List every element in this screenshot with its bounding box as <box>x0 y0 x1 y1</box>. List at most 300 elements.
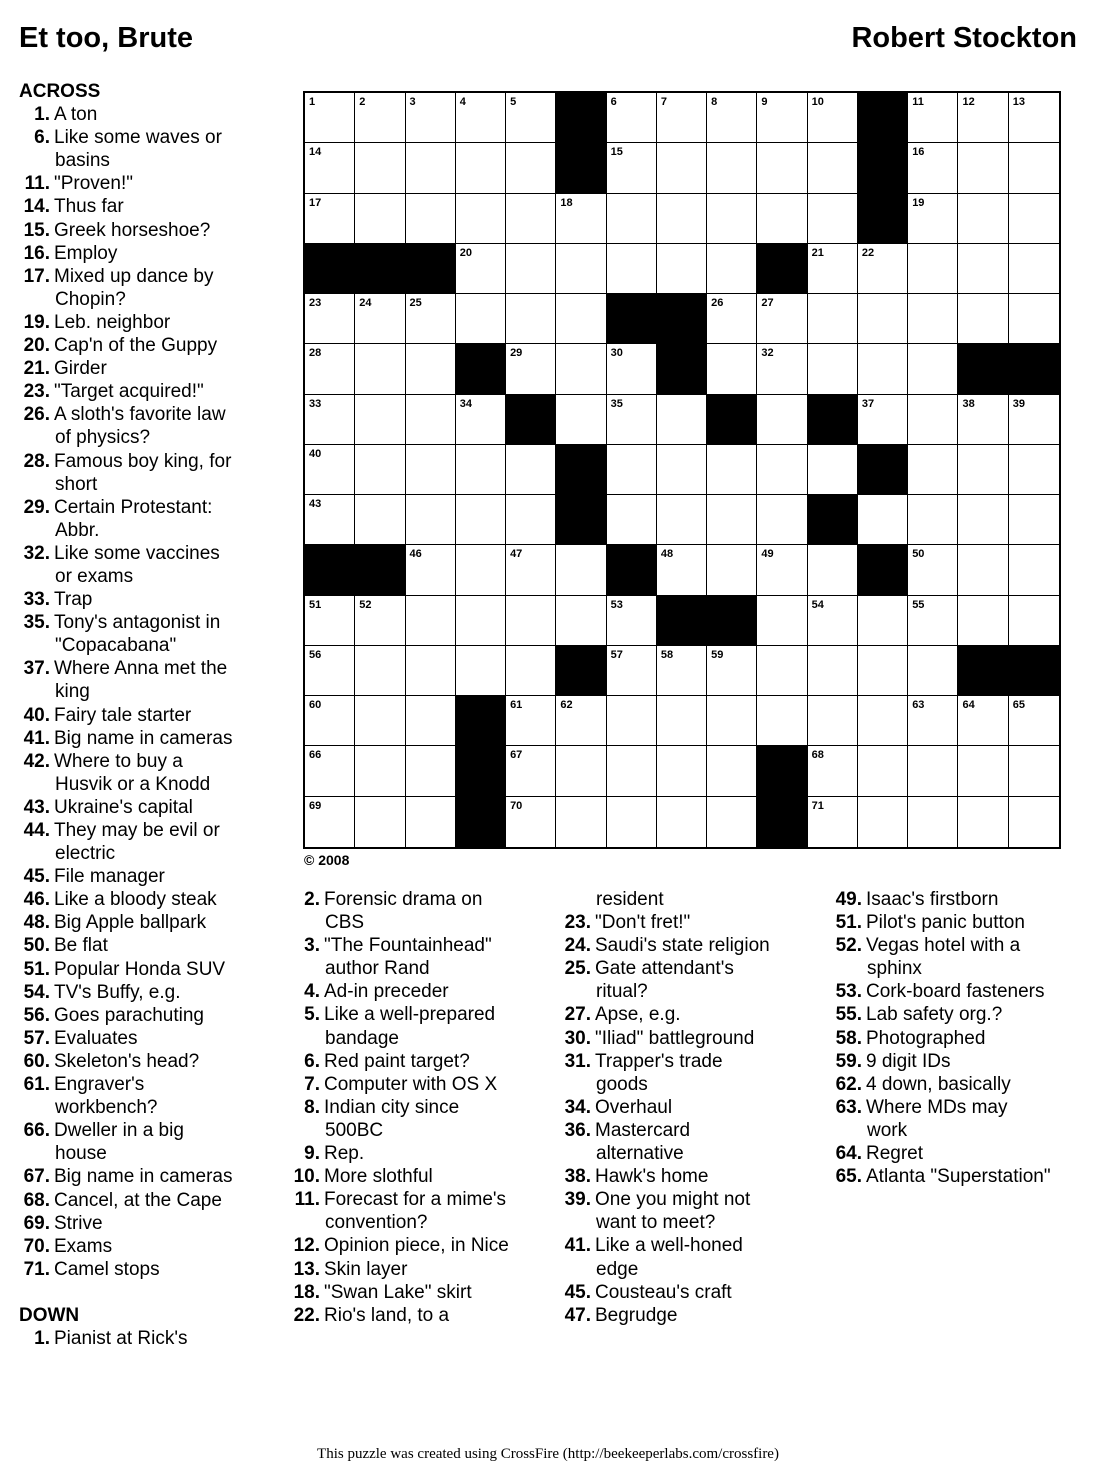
clue-continuation <box>270 911 550 934</box>
grid-cell[interactable] <box>908 344 958 394</box>
grid-cell-block <box>858 545 908 595</box>
clue-number: 58. <box>835 1027 862 1049</box>
crossword-grid <box>303 91 1061 849</box>
clue-text: Vegas hotel with a <box>866 935 1021 957</box>
grid-cell[interactable] <box>858 646 908 696</box>
clue-item <box>0 727 270 750</box>
grid-cell[interactable] <box>506 445 556 495</box>
grid-cell[interactable] <box>355 395 405 445</box>
grid-cell[interactable] <box>406 495 456 545</box>
grid-cell[interactable] <box>305 495 355 545</box>
grid-cell[interactable] <box>858 294 908 344</box>
grid-cell-block <box>556 143 606 193</box>
grid-cell[interactable] <box>556 746 606 796</box>
clue-item <box>0 1050 270 1073</box>
grid-cell[interactable] <box>707 244 757 294</box>
clue-number: 62. <box>835 1073 862 1095</box>
grid-cell[interactable] <box>607 646 657 696</box>
cell-number: 60 <box>309 699 322 712</box>
clue-text: One you might not <box>595 1189 751 1211</box>
grid-cell[interactable] <box>506 194 556 244</box>
cell-number: 15 <box>610 146 623 159</box>
grid-cell[interactable] <box>406 445 456 495</box>
grid-cell[interactable] <box>556 294 606 344</box>
grid-cell[interactable] <box>456 194 506 244</box>
clue-text: edge <box>596 1258 639 1280</box>
clue-text: Overhaul <box>595 1096 673 1118</box>
grid-cell[interactable] <box>707 344 757 394</box>
clue-text: Big Apple ballpark <box>54 912 207 934</box>
clue-number: 46. <box>23 889 50 911</box>
grid-cell[interactable] <box>355 495 405 545</box>
cell-number: 10 <box>811 96 824 108</box>
grid-cell[interactable] <box>456 646 506 696</box>
grid-cell[interactable] <box>958 545 1008 595</box>
clue-text: Opinion piece, in Nice <box>324 1235 509 1257</box>
grid-cell[interactable] <box>406 596 456 646</box>
grid-cell[interactable] <box>556 395 606 445</box>
grid-cell[interactable] <box>607 596 657 646</box>
clue-text: Mastercard <box>595 1119 691 1141</box>
clue-number: 69. <box>23 1212 50 1234</box>
cell-number: 20 <box>459 246 473 259</box>
grid-cell[interactable] <box>355 596 405 646</box>
clue-item <box>812 980 1092 1003</box>
grid-cell[interactable] <box>757 596 807 646</box>
clue-text: convention? <box>325 1212 428 1234</box>
grid-cell[interactable] <box>506 143 556 193</box>
grid-cell[interactable] <box>1009 294 1059 344</box>
clue-item <box>270 1304 550 1327</box>
grid-cell[interactable] <box>305 143 355 193</box>
grid-cell[interactable] <box>707 495 757 545</box>
grid-cell[interactable] <box>908 495 958 545</box>
clue-item <box>0 1258 270 1281</box>
clue-item <box>812 1142 1092 1165</box>
clue-item <box>0 242 270 265</box>
grid-cell[interactable] <box>808 244 858 294</box>
grid-cell[interactable] <box>657 646 707 696</box>
grid-cell[interactable] <box>506 797 556 847</box>
clue-continuation <box>270 1027 550 1050</box>
grid-cell[interactable] <box>858 797 908 847</box>
clue-item <box>270 1096 550 1119</box>
grid-cell[interactable] <box>456 545 506 595</box>
grid-cell[interactable] <box>908 696 958 746</box>
grid-cell[interactable] <box>355 294 405 344</box>
grid-cell[interactable] <box>305 746 355 796</box>
clue-number: 41. <box>23 727 50 749</box>
grid-cell[interactable] <box>607 696 657 746</box>
grid-cell[interactable] <box>707 194 757 244</box>
grid-cell[interactable] <box>958 395 1008 445</box>
grid-cell[interactable] <box>808 596 858 646</box>
grid-cell[interactable] <box>657 746 707 796</box>
clue-item <box>0 380 270 403</box>
grid-cell[interactable] <box>355 797 405 847</box>
grid-cell[interactable] <box>808 696 858 746</box>
grid-cell[interactable] <box>506 696 556 746</box>
grid-cell[interactable] <box>305 93 355 143</box>
grid-cell[interactable] <box>1009 545 1059 595</box>
grid-cell[interactable] <box>305 395 355 445</box>
grid-cell[interactable] <box>305 344 355 394</box>
grid-cell[interactable] <box>757 294 807 344</box>
grid-cell[interactable] <box>456 143 506 193</box>
grid-cell[interactable] <box>556 696 606 746</box>
grid-cell[interactable] <box>607 194 657 244</box>
grid-cell[interactable] <box>808 294 858 344</box>
grid-cell[interactable] <box>355 696 405 746</box>
grid-cell[interactable] <box>406 294 456 344</box>
grid-cell[interactable] <box>707 646 757 696</box>
grid-cell[interactable] <box>707 294 757 344</box>
grid-cell[interactable] <box>305 194 355 244</box>
grid-cell[interactable] <box>707 746 757 796</box>
grid-cell[interactable] <box>858 696 908 746</box>
grid-cell[interactable] <box>757 143 807 193</box>
cell-number: 18 <box>560 196 573 209</box>
grid-cell[interactable] <box>1009 696 1059 746</box>
clue-number: 60. <box>23 1050 50 1072</box>
grid-cell[interactable] <box>355 194 405 244</box>
grid-cell[interactable] <box>808 93 858 143</box>
grid-cell[interactable] <box>958 596 1008 646</box>
grid-cell[interactable] <box>607 93 657 143</box>
grid-cell-block <box>355 244 405 294</box>
grid-cell[interactable] <box>808 445 858 495</box>
grid-cell-block <box>958 344 1008 394</box>
clue-text: Cork-board fasteners <box>866 981 1045 1003</box>
clue-item <box>0 934 270 957</box>
clue-text: sphinx <box>867 958 922 980</box>
grid-cell[interactable] <box>556 244 606 294</box>
clue-number: 23. <box>564 912 591 934</box>
grid-cell-block <box>305 244 355 294</box>
clue-text: basins <box>55 150 110 172</box>
grid-cell[interactable] <box>456 395 506 445</box>
grid-cell[interactable] <box>406 797 456 847</box>
clue-item <box>0 1073 270 1096</box>
grid-cell[interactable] <box>657 445 707 495</box>
grid-cell[interactable] <box>305 596 355 646</box>
clue-number: 12. <box>293 1235 320 1257</box>
grid-cell[interactable] <box>707 696 757 746</box>
grid-cell[interactable] <box>908 93 958 143</box>
grid-cell[interactable] <box>355 646 405 696</box>
grid-cell[interactable] <box>958 244 1008 294</box>
grid-cell-block <box>958 646 1008 696</box>
grid-cell[interactable] <box>456 445 506 495</box>
grid-cell-block <box>858 445 908 495</box>
grid-cell[interactable] <box>757 395 807 445</box>
cell-number: 55 <box>912 598 925 611</box>
clue-text: work <box>867 1119 908 1141</box>
grid-cell[interactable] <box>808 143 858 193</box>
cell-number: 21 <box>811 246 824 259</box>
grid-cell[interactable] <box>657 495 707 545</box>
grid-cell[interactable] <box>506 495 556 545</box>
cell-number: 4 <box>459 96 466 108</box>
grid-cell[interactable] <box>958 143 1008 193</box>
grid-cell[interactable] <box>908 143 958 193</box>
grid-cell[interactable] <box>406 696 456 746</box>
grid-cell[interactable] <box>607 244 657 294</box>
grid-cell[interactable] <box>707 797 757 847</box>
clue-text: "The Fountainhead" <box>324 935 492 957</box>
cell-number: 22 <box>861 246 875 259</box>
grid-cell[interactable] <box>657 696 707 746</box>
grid-cell[interactable] <box>355 143 405 193</box>
grid-cell[interactable] <box>1009 797 1059 847</box>
grid-cell[interactable] <box>1009 746 1059 796</box>
clue-text: ritual? <box>596 981 648 1003</box>
grid-cell[interactable] <box>908 445 958 495</box>
grid-cell[interactable] <box>355 93 405 143</box>
grid-cell[interactable] <box>305 294 355 344</box>
grid-cell[interactable] <box>556 344 606 394</box>
grid-cell[interactable] <box>808 746 858 796</box>
grid-cell[interactable] <box>707 545 757 595</box>
grid-cell[interactable] <box>1009 93 1059 143</box>
clue-continuation <box>270 1119 550 1142</box>
puzzle-author: Robert Stockton <box>851 22 1077 54</box>
clue-item <box>0 796 270 819</box>
cell-number: 54 <box>811 598 824 611</box>
clue-continuation <box>541 1142 816 1165</box>
clue-item <box>541 1281 816 1304</box>
grid-cell[interactable] <box>757 495 807 545</box>
clue-text: CBS <box>325 912 365 934</box>
grid-cell[interactable] <box>757 545 807 595</box>
grid-cell[interactable] <box>657 545 707 595</box>
clue-number: 52. <box>835 935 862 957</box>
clue-text: Chopin? <box>55 288 126 310</box>
grid-cell[interactable] <box>607 395 657 445</box>
grid-cell[interactable] <box>607 797 657 847</box>
grid-cell[interactable] <box>908 395 958 445</box>
grid-cell[interactable] <box>707 93 757 143</box>
grid-cell[interactable] <box>757 646 807 696</box>
grid-cell[interactable] <box>858 244 908 294</box>
grid-cell[interactable] <box>958 93 1008 143</box>
clue-text: Mixed up dance by <box>54 265 214 287</box>
clue-text: Where Anna met the <box>54 658 228 680</box>
grid-cell[interactable] <box>456 244 506 294</box>
grid-cell[interactable] <box>355 445 405 495</box>
grid-cell[interactable] <box>506 596 556 646</box>
clue-text: or exams <box>55 565 134 587</box>
grid-cell[interactable] <box>858 596 908 646</box>
clue-item <box>270 1073 550 1096</box>
clue-continuation <box>0 426 270 449</box>
cell-number: 19 <box>912 196 925 209</box>
grid-cell[interactable] <box>355 746 405 796</box>
grid-cell[interactable] <box>506 344 556 394</box>
grid-cell[interactable] <box>657 244 707 294</box>
clue-number: 19. <box>23 311 50 333</box>
cell-number: 7 <box>660 96 667 108</box>
clue-item <box>541 911 816 934</box>
grid-cell[interactable] <box>506 746 556 796</box>
grid-cell[interactable] <box>958 797 1008 847</box>
grid-cell[interactable] <box>858 746 908 796</box>
clue-text: short <box>55 473 98 495</box>
cell-number: 68 <box>811 749 824 762</box>
grid-cell[interactable] <box>1009 395 1059 445</box>
cell-number: 48 <box>660 548 674 561</box>
grid-cell-block <box>456 797 506 847</box>
grid-cell[interactable] <box>1009 445 1059 495</box>
grid-cell[interactable] <box>808 646 858 696</box>
clue-text: Cancel, at the Cape <box>54 1189 222 1211</box>
grid-cell[interactable] <box>406 344 456 394</box>
grid-cell[interactable] <box>456 93 506 143</box>
clue-number: 11. <box>24 173 50 195</box>
grid-cell[interactable] <box>858 395 908 445</box>
grid-cell[interactable] <box>607 143 657 193</box>
grid-cell[interactable] <box>305 445 355 495</box>
grid-cell[interactable] <box>757 696 807 746</box>
cell-number: 5 <box>510 96 517 108</box>
grid-cell[interactable] <box>556 545 606 595</box>
grid-cell[interactable] <box>958 746 1008 796</box>
grid-cell[interactable] <box>1009 596 1059 646</box>
clue-text: Popular Honda SUV <box>54 958 226 980</box>
clue-text: Abbr. <box>55 519 100 541</box>
grid-cell[interactable] <box>808 194 858 244</box>
grid-cell[interactable] <box>858 495 908 545</box>
grid-cell[interactable] <box>908 596 958 646</box>
grid-cell[interactable] <box>305 646 355 696</box>
clue-item <box>541 957 816 980</box>
clue-item <box>0 311 270 334</box>
clue-item <box>270 934 550 957</box>
grid-cell[interactable] <box>657 395 707 445</box>
grid-cell-block <box>657 294 707 344</box>
clue-text: want to meet? <box>596 1212 716 1234</box>
clue-number: 45. <box>23 866 50 888</box>
clue-item <box>0 126 270 149</box>
grid-cell[interactable] <box>757 445 807 495</box>
grid-cell[interactable] <box>406 93 456 143</box>
grid-cell[interactable] <box>707 445 757 495</box>
grid-cell[interactable] <box>556 194 606 244</box>
grid-cell[interactable] <box>808 797 858 847</box>
grid-cell[interactable] <box>657 143 707 193</box>
grid-cell[interactable] <box>958 696 1008 746</box>
grid-cell[interactable] <box>858 344 908 394</box>
grid-cell[interactable] <box>456 294 506 344</box>
grid-cell[interactable] <box>1009 143 1059 193</box>
grid-cell[interactable] <box>808 344 858 394</box>
grid-cell[interactable] <box>1009 495 1059 545</box>
grid-cell[interactable] <box>757 344 807 394</box>
grid-cell-block <box>707 596 757 646</box>
grid-cell[interactable] <box>808 545 858 595</box>
clue-text: Skeleton's head? <box>54 1050 200 1072</box>
clue-text: Like a well-honed <box>595 1235 743 1257</box>
grid-cell[interactable] <box>607 495 657 545</box>
clue-item <box>270 980 550 1003</box>
grid-cell[interactable] <box>506 545 556 595</box>
grid-cell[interactable] <box>406 395 456 445</box>
grid-cell[interactable] <box>406 646 456 696</box>
grid-cell[interactable] <box>908 545 958 595</box>
clue-item <box>270 1165 550 1188</box>
cell-number: 25 <box>409 297 422 310</box>
grid-cell[interactable] <box>607 746 657 796</box>
grid-cell[interactable] <box>958 194 1008 244</box>
clue-number: 3. <box>304 935 320 957</box>
grid-cell[interactable] <box>506 93 556 143</box>
grid-cell[interactable] <box>908 746 958 796</box>
grid-cell[interactable] <box>456 495 506 545</box>
grid-cell[interactable] <box>908 646 958 696</box>
clue-number: 29. <box>23 496 50 518</box>
clue-item <box>0 1004 270 1027</box>
grid-cell[interactable] <box>305 797 355 847</box>
grid-cell[interactable] <box>908 797 958 847</box>
clue-text: Like a bloody steak <box>54 889 217 911</box>
clue-text: Forecast for a mime's <box>324 1189 507 1211</box>
grid-cell[interactable] <box>556 797 606 847</box>
grid-cell[interactable] <box>908 194 958 244</box>
grid-cell[interactable] <box>657 797 707 847</box>
grid-cell[interactable] <box>506 294 556 344</box>
grid-cell[interactable] <box>958 445 1008 495</box>
clue-item <box>0 450 270 473</box>
grid-cell[interactable] <box>908 294 958 344</box>
cell-number: 9 <box>761 96 768 108</box>
grid-cell[interactable] <box>707 143 757 193</box>
grid-cell[interactable] <box>355 344 405 394</box>
grid-cell[interactable] <box>757 93 807 143</box>
grid-cell[interactable] <box>757 194 807 244</box>
grid-cell[interactable] <box>657 194 707 244</box>
grid-cell[interactable] <box>1009 244 1059 294</box>
cell-number: 3 <box>409 96 416 108</box>
grid-cell[interactable] <box>958 294 1008 344</box>
grid-cell[interactable] <box>305 696 355 746</box>
grid-cell[interactable] <box>1009 194 1059 244</box>
grid-cell[interactable] <box>406 545 456 595</box>
clue-text: workbench? <box>55 1097 158 1119</box>
grid-cell[interactable] <box>456 596 506 646</box>
clue-item <box>0 1189 270 1212</box>
grid-cell[interactable] <box>556 596 606 646</box>
grid-cell[interactable] <box>657 93 707 143</box>
cell-number: 34 <box>459 397 473 410</box>
clue-text: author Rand <box>325 958 430 980</box>
grid-cell[interactable] <box>607 344 657 394</box>
grid-cell[interactable] <box>406 143 456 193</box>
grid-cell[interactable] <box>908 244 958 294</box>
clue-text: Employ <box>54 242 118 264</box>
grid-cell[interactable] <box>506 646 556 696</box>
grid-cell[interactable] <box>506 244 556 294</box>
grid-cell[interactable] <box>406 194 456 244</box>
clue-text: Forensic drama on <box>324 889 483 910</box>
grid-cell[interactable] <box>406 746 456 796</box>
grid-cell[interactable] <box>958 495 1008 545</box>
clue-text: Apse, e.g. <box>595 1004 681 1026</box>
clue-continuation <box>541 1258 816 1281</box>
grid-cell-block <box>556 495 606 545</box>
clue-item <box>270 1258 550 1281</box>
cell-number: 2 <box>359 96 366 108</box>
grid-cell[interactable] <box>607 445 657 495</box>
